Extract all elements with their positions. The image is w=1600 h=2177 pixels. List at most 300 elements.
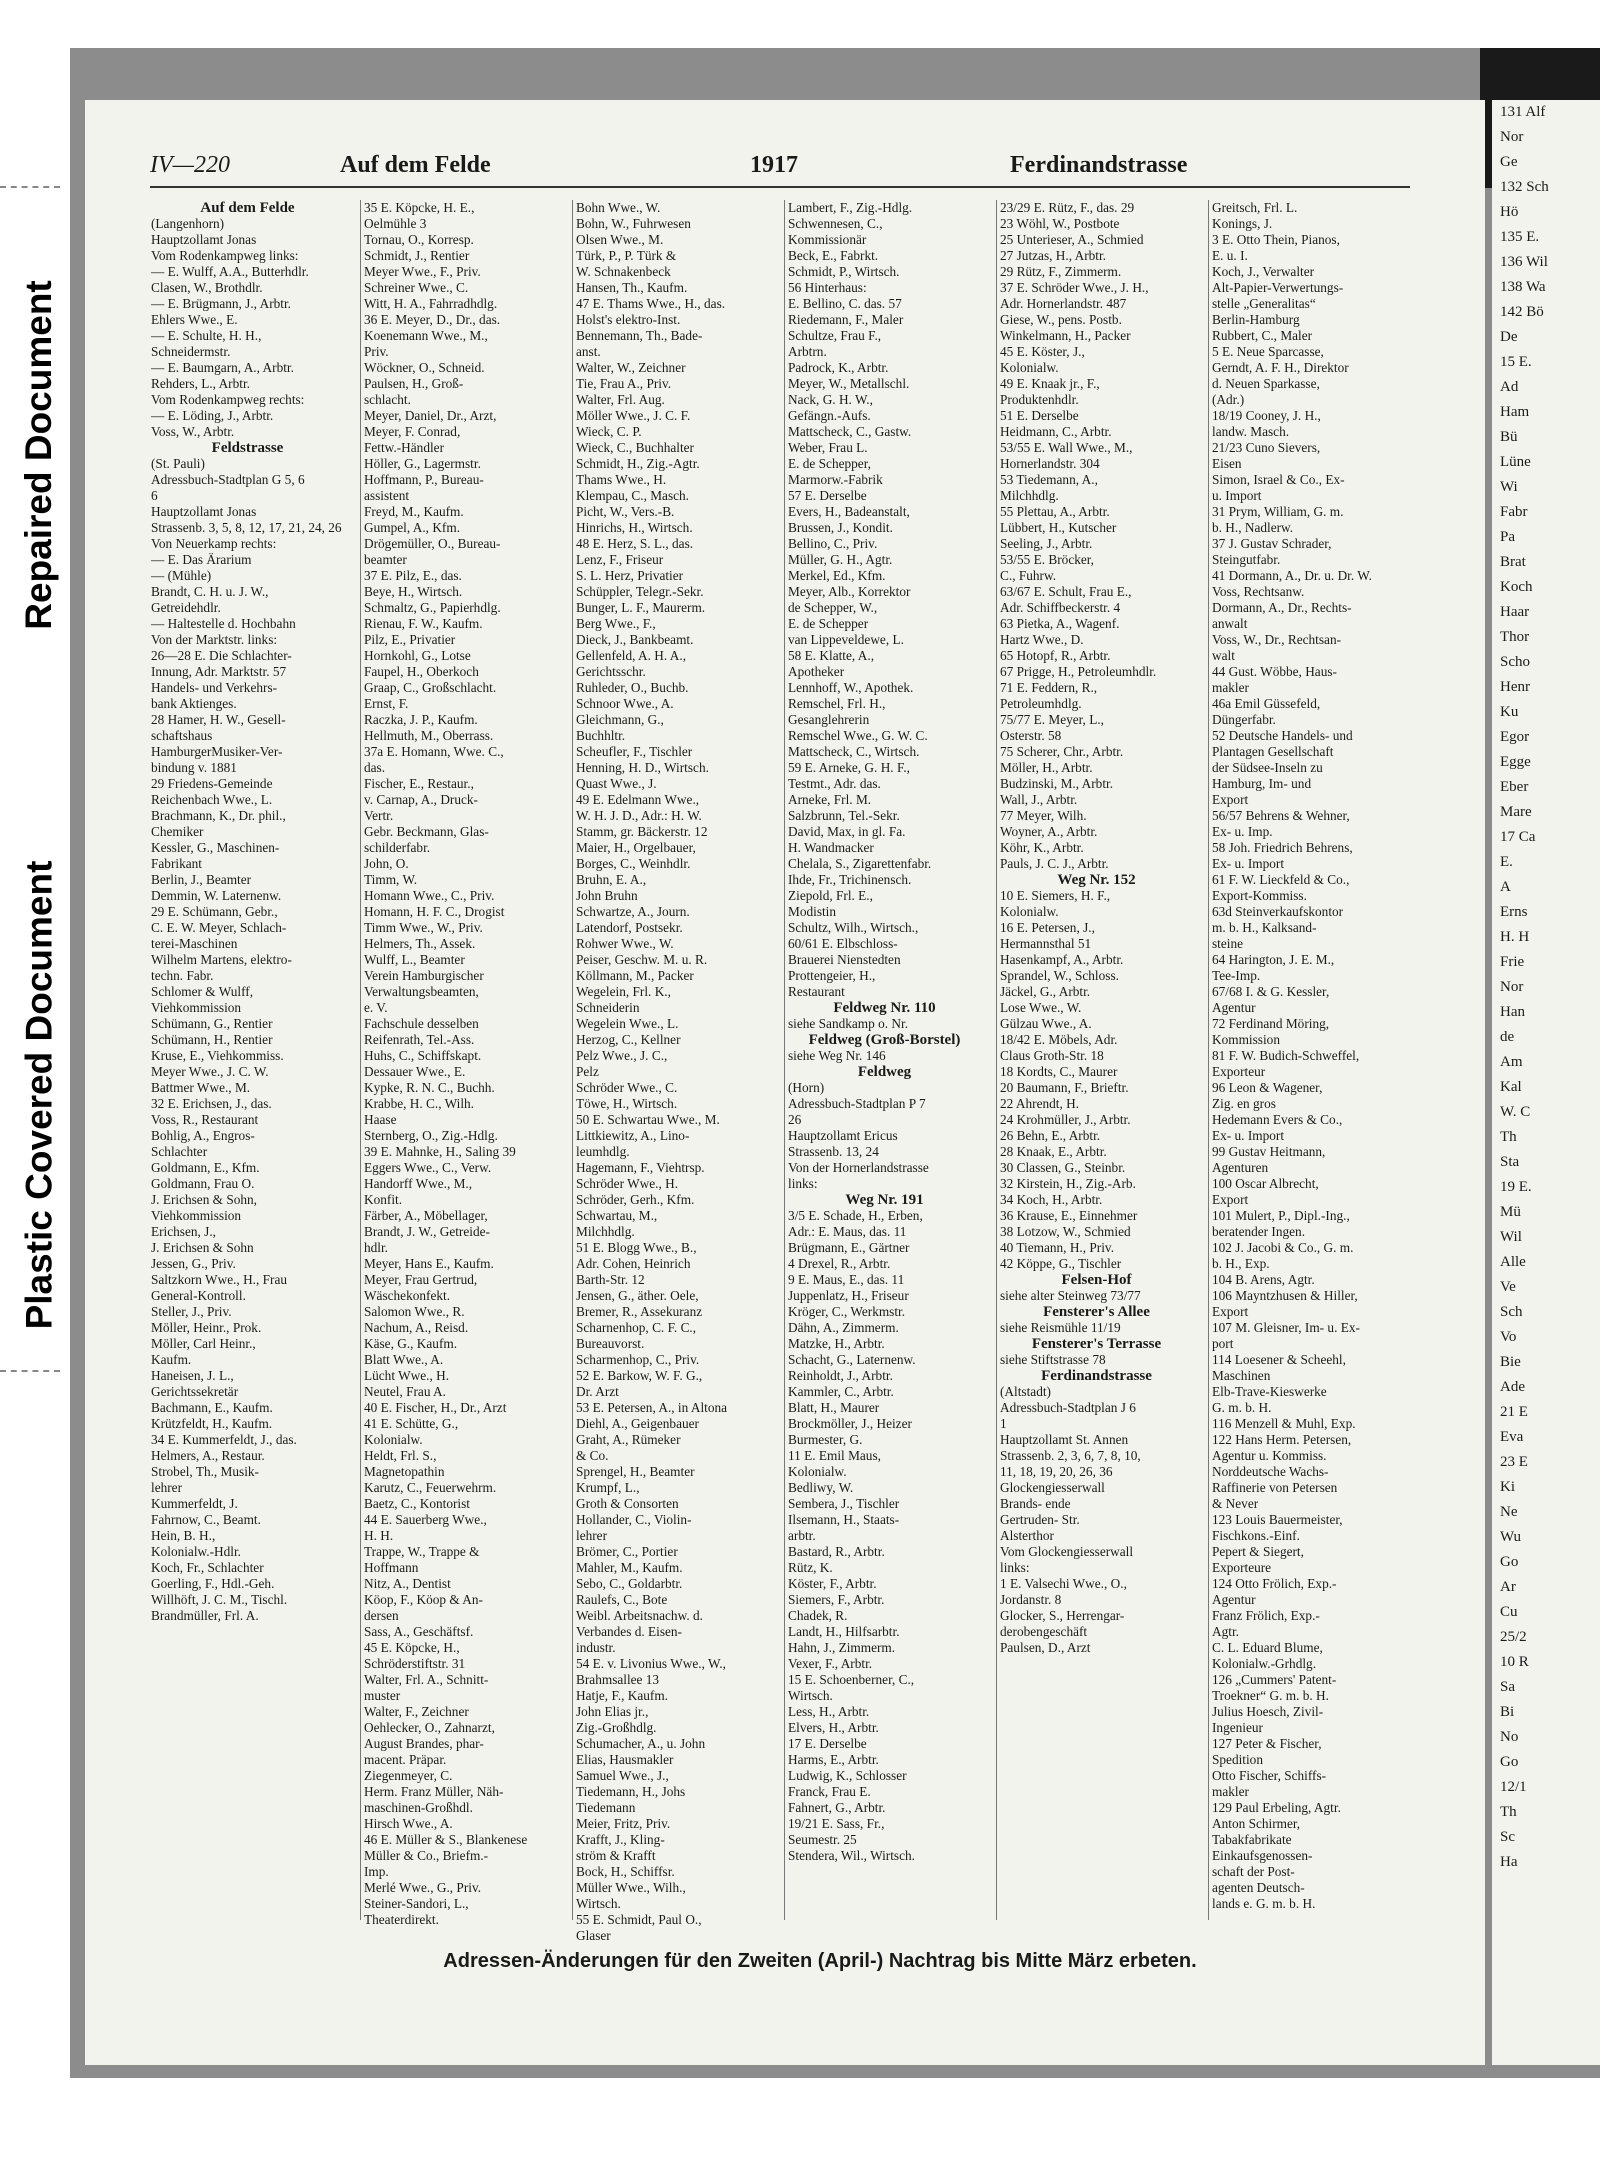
entry-line: 45 E. Köster, J.,	[1000, 344, 1085, 359]
entry-line: 3/5 E. Schade, H., Erben,	[788, 1208, 923, 1223]
entry-line: siehe alter Steinweg 73/77	[1000, 1288, 1141, 1303]
fragment-line: Lüne	[1500, 454, 1531, 470]
entry-line: Petroleumhdlg.	[1000, 696, 1082, 711]
entry-line: (Horn)	[788, 1080, 825, 1095]
entry-line: Pelz	[576, 1064, 599, 1079]
entry-line: b. H., Exp.	[1212, 1256, 1270, 1271]
entry-line: walt	[1212, 648, 1235, 663]
entry-line: 41 E. Schütte, G.,	[364, 1416, 459, 1431]
entry-line: Fensterer's Allee	[1043, 1304, 1150, 1320]
entry-line: Hagemann, F., Viehtrsp.	[576, 1160, 705, 1175]
entry-line: Schnoor Wwe., A.	[576, 696, 674, 711]
entry-line: Thams Wwe., H.	[576, 472, 667, 487]
entry-line: der Südsee-Inseln zu	[1212, 760, 1323, 775]
entry-line: Nitz, A., Dentist	[364, 1576, 451, 1591]
entry-line: Latendorf, Postsekr.	[576, 920, 683, 935]
entry-line: — E. Schulte, H. H.,	[151, 328, 262, 343]
entry-line: Wöckner, O., Schneid.	[364, 360, 485, 375]
entry-line: Ernst, F.	[364, 696, 409, 711]
entry-line: Samuel Wwe., J.,	[576, 1768, 669, 1783]
cut-line-top	[0, 186, 60, 188]
entry-line: Brockmöller, J., Heizer	[788, 1416, 912, 1431]
fragment-line: Ki	[1500, 1479, 1515, 1495]
entry-line: Groth & Consorten	[576, 1496, 679, 1511]
entry-line: Battmer Wwe., M.	[151, 1080, 251, 1095]
entry-line: Matzke, H., Arbtr.	[788, 1336, 885, 1351]
entry-line: Schröder Wwe., C.	[576, 1080, 678, 1095]
entry-line: Adr.: E. Maus, das. 11	[788, 1224, 907, 1239]
entry-line: Less, H., Arbtr.	[788, 1704, 870, 1719]
entry-line: Exporteure	[1212, 1560, 1272, 1575]
entry-line: Schwartze, A., Journ.	[576, 904, 690, 919]
entry-line: Franck, Frau E.	[788, 1784, 871, 1799]
entry-line: Adr. Cohen, Heinrich	[576, 1256, 691, 1271]
entry-line: Walter, F., Zeichner	[364, 1704, 469, 1719]
cut-line-bottom	[0, 1370, 60, 1372]
entry-line: 71 E. Feddern, R.,	[1000, 680, 1098, 695]
entry-line: Arneke, Frl. M.	[788, 792, 872, 807]
fragment-line: 135 E.	[1500, 229, 1540, 245]
entry-line: 60/61 E. Elbschloss-	[788, 936, 898, 951]
entry-line: 53/55 E. Wall Wwe., M.,	[1000, 440, 1133, 455]
entry-line: Mattscheck, C., Gastw.	[788, 424, 912, 439]
entry-line: Stamm, gr. Bäckerstr. 12	[576, 824, 708, 839]
entry-line: Raczka, J. P., Kaufm.	[364, 712, 478, 727]
fragment-line: Ve	[1500, 1279, 1516, 1295]
entry-line: Hedemann Evers & Co.,	[1212, 1112, 1343, 1127]
entry-line: Fischkons.-Einf.	[1212, 1528, 1300, 1543]
fragment-line: Am	[1500, 1054, 1523, 1070]
entry-line: 114 Loesener & Scheehl,	[1212, 1352, 1346, 1367]
entry-line: Meyer Wwe., J. C. W.	[151, 1064, 269, 1079]
entry-line: Wilhelm Martens, elektro-	[151, 952, 292, 967]
entry-line: 75 Scherer, Chr., Arbtr.	[1000, 744, 1124, 759]
entry-line: Vom Glockengiesserwall	[1000, 1544, 1134, 1559]
entry-line: Produktenhdlr.	[1000, 392, 1079, 407]
entry-line: 38 Lotzow, W., Schmied	[1000, 1224, 1131, 1239]
entry-line: Schümann, G., Rentier	[151, 1016, 273, 1031]
entry-line: leumhdlg.	[576, 1144, 630, 1159]
entry-line: Ziepold, Frl. E.,	[788, 888, 873, 903]
entry-line: Schultz, Wilh., Wirtsch.,	[788, 920, 919, 935]
entry-line: 42 Köppe, G., Tischler	[1000, 1256, 1122, 1271]
entry-line: Henning, H. D., Wirtsch.	[576, 760, 709, 775]
footer-notice: Adressen-Änderungen für den Zweiten (April-) Nachtrag bis Mitte März erbeten.	[443, 1950, 1197, 1972]
fragment-line: Vo	[1500, 1329, 1517, 1345]
entry-line: Blatt, H., Maurer	[788, 1400, 880, 1415]
entry-line: Sprengel, H., Beamter	[576, 1464, 695, 1479]
entry-line: schilderfabr.	[364, 840, 431, 855]
entry-line: Trappe, W., Trappe &	[364, 1544, 480, 1559]
entry-line: 19/21 E. Sass, Fr.,	[788, 1816, 885, 1831]
entry-line: Meyer, W., Metallschl.	[788, 376, 910, 391]
entry-line: Schröderstiftstr. 31	[364, 1656, 466, 1671]
entry-line: Weibl. Arbeitsnachw. d.	[576, 1608, 703, 1623]
entry-line: — E. Baumgarn, A., Arbtr.	[151, 360, 294, 375]
header-year: 1917	[750, 152, 798, 178]
entry-line: Bastard, R., Arbtr.	[788, 1544, 885, 1559]
entry-line: steine	[1212, 936, 1244, 951]
entry-line: Krumpf, L.,	[576, 1480, 640, 1495]
entry-line: Hartz Wwe., D.	[1000, 632, 1084, 647]
entry-line: 27 Jutzas, H., Arbtr.	[1000, 248, 1106, 263]
entry-line: Rütz, K.	[788, 1560, 833, 1575]
entry-line: 1	[1000, 1416, 1007, 1431]
entry-line: Voss, R., Restaurant	[151, 1112, 259, 1127]
fragment-line: 132 Sch	[1500, 179, 1549, 195]
entry-line: Voss, W., Arbtr.	[151, 424, 235, 439]
entry-line: H. Wandmacker	[788, 840, 874, 855]
entry-line: Ex- u. Import	[1212, 1128, 1285, 1143]
column-3	[572, 200, 769, 1943]
facing-page-fragment	[1492, 100, 1600, 2065]
entry-line: 56 Hinterhaus:	[788, 280, 867, 295]
entry-line: Koch, J., Verwalter	[1212, 264, 1315, 279]
entry-line: Pelz Wwe., J. C.,	[576, 1048, 668, 1063]
entry-line: 116 Menzell & Muhl, Exp.	[1212, 1416, 1356, 1431]
entry-line: Elvers, H., Arbtr.	[788, 1720, 879, 1735]
entry-line: Bohlig, A., Engros-	[151, 1128, 255, 1143]
entry-line: HamburgerMusiker-Ver-	[151, 744, 283, 759]
entry-line: Strassenb. 3, 5, 8, 12, 17, 21, 24, 26	[151, 520, 342, 535]
entry-line: Vexer, F., Arbtr.	[788, 1656, 873, 1671]
column-6	[1208, 200, 1413, 1920]
entry-line: 35 E. Köpcke, H. E.,	[364, 200, 475, 215]
entry-line: Hauptzollamt St. Annen	[1000, 1432, 1129, 1447]
entry-line: Bohn, W., Fuhrwesen	[576, 216, 691, 231]
entry-line: Berlin, J., Beamter	[151, 872, 252, 887]
entry-line: Brandt, J. W., Getreide-	[364, 1224, 490, 1239]
entry-line: Maier, H., Orgelbauer,	[576, 840, 696, 855]
entry-line: Ilsemann, H., Staats-	[788, 1512, 900, 1527]
entry-line: Strassenb. 2, 3, 6, 7, 8, 10,	[1000, 1448, 1141, 1463]
entry-line: 56/57 Behrens & Wehner,	[1212, 808, 1350, 823]
entry-line: Adr. Schiffbeckerstr. 4	[1000, 600, 1121, 615]
entry-line: Restaurant	[788, 984, 845, 999]
entry-line: Lose Wwe., W.	[1000, 1000, 1082, 1015]
entry-line: Kolonialw.	[788, 1464, 847, 1479]
entry-line: Dr. Arzt	[576, 1384, 619, 1399]
entry-line: Sprandel, W., Schloss.	[1000, 968, 1119, 983]
entry-line: Fischer, E., Restaur.,	[364, 776, 474, 791]
fragment-line: Egge	[1500, 754, 1531, 770]
fragment-line: Mü	[1500, 1204, 1521, 1220]
entry-line: 40 E. Fischer, H., Dr., Arzt	[364, 1400, 507, 1415]
column-2	[360, 200, 557, 1927]
entry-line: Vertr.	[364, 808, 394, 823]
entry-line: Borges, C., Weinhdlr.	[576, 856, 691, 871]
entry-line: Kolonialw.-Grhdlg.	[1212, 1656, 1317, 1671]
entry-line: 77 Meyer, Wilh.	[1000, 808, 1087, 823]
entry-line: Priv.	[364, 344, 389, 359]
entry-line: Jessen, G., Priv.	[151, 1256, 236, 1271]
fragment-line: Brat	[1500, 554, 1526, 570]
entry-line: Glockengiesserwall	[1000, 1480, 1105, 1495]
entry-line: Faupel, H., Oberkoch	[364, 664, 479, 679]
entry-line: schaft der Post-	[1212, 1864, 1295, 1879]
entry-line: Meyer, Hans E., Kaufm.	[364, 1256, 494, 1271]
entry-line: 31 Prym, William, G. m.	[1212, 504, 1344, 519]
entry-line: Färber, A., Möbellager,	[364, 1208, 488, 1223]
entry-line: Troekner“ G. m. b. H.	[1212, 1688, 1329, 1703]
fragment-line: Bi	[1500, 1704, 1515, 1720]
entry-line: Salzbrunn, Tel.-Sekr.	[788, 808, 900, 823]
entry-line: Kessler, G., Maschinen-	[151, 840, 280, 855]
entry-line: Homann Wwe., C., Priv.	[364, 888, 495, 903]
entry-line: — (Mühle)	[151, 568, 212, 583]
entry-line: Weber, Frau L.	[788, 440, 868, 455]
entry-line: Hoffmann	[364, 1560, 419, 1575]
entry-line: Jordanstr. 8	[1000, 1592, 1062, 1607]
entry-line: Müller & Co., Briefm.-	[364, 1848, 489, 1863]
entry-line: muster	[364, 1688, 401, 1703]
fragment-line: Eber	[1500, 779, 1529, 795]
entry-line: Schmidt, P., Wirtsch.	[788, 264, 900, 279]
entry-line: 48 E. Herz, S. L., das.	[576, 536, 694, 551]
entry-line: Huhs, C., Schiffskapt.	[364, 1048, 482, 1063]
entry-line: Paulsen, H., Groß-	[364, 376, 464, 391]
entry-line: 58 E. Klatte, A.,	[788, 648, 875, 663]
entry-line: 63d Steinverkaufskontor	[1212, 904, 1344, 919]
entry-line: Wirtsch.	[576, 1896, 621, 1911]
entry-line: port	[1212, 1336, 1234, 1351]
entry-line: terei-Maschinen	[151, 936, 238, 951]
entry-line: Bohn Wwe., W.	[576, 200, 661, 215]
entry-line: Von der Hornerlandstrasse	[788, 1160, 929, 1175]
entry-line: schaftshaus	[151, 728, 213, 743]
fragment-line: E.	[1500, 854, 1513, 870]
fragment-line: Sc	[1500, 1829, 1515, 1845]
entry-line: van Lippeveldewe, L.	[788, 632, 904, 647]
entry-line: Konfit.	[364, 1192, 403, 1207]
entry-line: Felsen-Hof	[1061, 1272, 1132, 1288]
fragment-line: 23 E	[1500, 1454, 1528, 1470]
fragment-line: Wi	[1500, 479, 1518, 495]
entry-line: Beck, E., Fabrkt.	[788, 248, 879, 263]
entry-line: Scharmenhop, C., Priv.	[576, 1352, 700, 1367]
entry-line: Haneisen, J. L.,	[151, 1368, 234, 1383]
fragment-line: Go	[1500, 1754, 1519, 1770]
entry-line: Heldt, Frl. S.,	[364, 1448, 437, 1463]
fragment-line: Go	[1500, 1554, 1519, 1570]
entry-line: Bennemann, Th., Bade-	[576, 328, 703, 343]
entry-line: Wieck, C., Buchhalter	[576, 440, 694, 455]
entry-line: Feldweg	[857, 1064, 912, 1080]
entry-line: Lennhoff, W., Apothek.	[788, 680, 914, 695]
entry-line: Rienau, F. W., Kaufm.	[364, 616, 483, 631]
entry-line: 34 Koch, H., Arbtr.	[1000, 1192, 1103, 1207]
entry-line: Klempau, C., Masch.	[576, 488, 690, 503]
entry-line: Magnetopathin	[364, 1464, 445, 1479]
entry-line: Köhr, K., Arbtr.	[1000, 840, 1084, 855]
entry-line: Krafft, J., Kling-	[576, 1832, 665, 1847]
entry-line: Jäckel, G., Arbtr.	[1000, 984, 1091, 999]
entry-line: Mattscheck, C., Wirtsch.	[788, 744, 920, 759]
entry-line: John Elias jr.,	[576, 1704, 649, 1719]
fragment-line: Egor	[1500, 729, 1530, 745]
entry-line: — E. Brügmann, J., Arbtr.	[151, 296, 291, 311]
entry-line: maschinen-Großhdl.	[364, 1800, 473, 1815]
entry-line: 50 E. Schwartau Wwe., M.	[576, 1112, 720, 1127]
entry-line: 126 „Cummers' Patent-	[1212, 1672, 1337, 1687]
entry-line: 29 Rütz, F., Zimmerm.	[1000, 264, 1122, 279]
entry-line: Willhöft, J. C. M., Tischl.	[151, 1592, 288, 1607]
entry-line: Wäschekonfekt.	[364, 1288, 451, 1303]
entry-line: Reichenbach Wwe., L.	[151, 792, 273, 807]
entry-line: Remschel Wwe., G. W. C.	[788, 728, 928, 743]
entry-line: Voss, Rechtsanw.	[1212, 584, 1305, 599]
entry-line: Export	[1212, 792, 1249, 807]
entry-line: Schwartau, M.,	[576, 1208, 658, 1223]
entry-line: ström & Krafft	[576, 1848, 656, 1863]
entry-line: Brahmsallee 13	[576, 1672, 660, 1687]
entry-line: Brömer, C., Portier	[576, 1544, 678, 1559]
fragment-line: Th	[1500, 1129, 1517, 1145]
entry-line: 28 Knaak, E., Arbtr.	[1000, 1144, 1107, 1159]
entry-line: Viehkommission	[151, 1208, 242, 1223]
entry-line: Hein, B. H.,	[151, 1528, 216, 1543]
entry-line: Eisen	[1212, 456, 1242, 471]
entry-line: 64 Harington, J. E. M.,	[1212, 952, 1335, 967]
fragment-line: De	[1500, 329, 1518, 345]
entry-line: 9 E. Maus, E., das. 11	[788, 1272, 905, 1287]
fragment-line: Fabr	[1500, 504, 1528, 520]
entry-line: 129 Paul Erbeling, Agtr.	[1212, 1800, 1341, 1815]
entry-line: Bruhn, E. A.,	[576, 872, 647, 887]
column-1	[148, 200, 344, 1920]
entry-line: General-Kontroll.	[151, 1288, 246, 1303]
entry-line: 11, 18, 19, 20, 26, 36	[1000, 1464, 1113, 1479]
entry-line: 47 E. Thams Wwe., H., das.	[576, 296, 726, 311]
entry-line: Adressbuch-Stadtplan P 7	[788, 1096, 926, 1111]
entry-line: Kruse, E., Viehkommiss.	[151, 1048, 284, 1063]
entry-line: Rehders, L., Arbtr.	[151, 376, 250, 391]
entry-line: Glocker, S., Herrengar-	[1000, 1608, 1125, 1623]
entry-line: Müller Wwe., Wilh.,	[576, 1880, 686, 1895]
entry-line: — E. Löding, J., Arbtr.	[151, 408, 274, 423]
entry-line: Freyd, M., Kaufm.	[364, 504, 464, 519]
entry-line: Dähn, A., Zimmerm.	[788, 1320, 899, 1335]
entry-line: Hahn, J., Zimmerm.	[788, 1640, 896, 1655]
entry-line: Erichsen, J.,	[151, 1224, 216, 1239]
entry-line: Schneidermstr.	[151, 344, 231, 359]
entry-line: Kolonialw.	[364, 1432, 423, 1447]
entry-line: 63 Pietka, A., Wagenf.	[1000, 616, 1120, 631]
entry-line: Saltzkorn Wwe., H., Frau	[151, 1272, 288, 1287]
entry-line: Verwaltungsbeamten,	[364, 984, 479, 999]
entry-line: 4 Drexel, R., Arbtr.	[788, 1256, 891, 1271]
entry-line: 18/42 E. Möbels, Adr.	[1000, 1032, 1118, 1047]
fragment-line: 136 Wil	[1500, 254, 1548, 270]
entry-line: Kommissionär	[788, 232, 867, 247]
entry-line: John Bruhn	[576, 888, 638, 903]
entry-line: Getreidehdlr.	[151, 600, 221, 615]
entry-line: Kommission	[1212, 1032, 1280, 1047]
entry-line: Bachmann, E., Kaufm.	[151, 1400, 273, 1415]
entry-line: Seeling, J., Arbtr.	[1000, 536, 1093, 551]
entry-line: Steiner-Sandori, L.,	[364, 1896, 469, 1911]
entry-line: Bedliwy, W.	[788, 1480, 854, 1495]
entry-line: 44 Gust. Wöbbe, Haus-	[1212, 664, 1337, 679]
entry-line: S. L. Herz, Privatier	[576, 568, 684, 583]
entry-line: m. b. H., Kalksand-	[1212, 920, 1317, 935]
entry-line: Feldstrasse	[211, 440, 284, 456]
entry-line: Kolonialw.-Hdlr.	[151, 1544, 241, 1559]
entry-line: lehrer	[151, 1480, 183, 1495]
entry-line: Alsterthor	[1000, 1528, 1054, 1543]
entry-line: Schröder Wwe., H.	[576, 1176, 679, 1191]
fragment-line: 138 Wa	[1500, 279, 1546, 295]
entry-line: Juppenlatz, H., Friseur	[788, 1288, 909, 1303]
entry-line: Barth-Str. 12	[576, 1272, 645, 1287]
entry-line: Gerndt, A. F. H., Direktor	[1212, 360, 1349, 375]
entry-line: (Adr.)	[1212, 392, 1245, 407]
fragment-line: Ad	[1500, 379, 1519, 395]
entry-line: bank Aktienges.	[151, 696, 237, 711]
entry-line: Kummerfeldt, J.	[151, 1496, 238, 1511]
entry-line: 46 E. Müller & S., Blankenese	[364, 1832, 528, 1847]
entry-line: Gerichtsschr.	[576, 664, 646, 679]
entry-line: 61 F. W. Lieckfeld & Co.,	[1212, 872, 1350, 887]
entry-line: 57 E. Derselbe	[788, 488, 867, 503]
entry-line: Agenturen	[1212, 1160, 1269, 1175]
entry-line: Hoffmann, P., Bureau-	[364, 472, 484, 487]
entry-line: siehe Stiftstrasse 78	[1000, 1352, 1106, 1367]
entry-line: Bureauvorst.	[576, 1336, 645, 1351]
entry-line: Sebo, C., Goldarbtr.	[576, 1576, 683, 1591]
entry-line: Möller, H., Arbtr.	[1000, 760, 1093, 775]
entry-line: 20 Baumann, F., Brieftr.	[1000, 1080, 1129, 1095]
entry-line: Remschel, Frl. H.,	[788, 696, 886, 711]
entry-line: Helmers, Th., Assek.	[364, 936, 476, 951]
entry-line: 67 Prigge, H., Petroleumhdlr.	[1000, 664, 1157, 679]
fragment-line: Alle	[1500, 1254, 1526, 1270]
entry-line: Hornerlandstr. 304	[1000, 456, 1100, 471]
entry-line: — E. Das Ärarium	[151, 552, 252, 567]
entry-line: Ihde, Fr., Trichinensch.	[788, 872, 912, 887]
header-right-title: Ferdinandstrasse	[1010, 152, 1188, 178]
entry-line: 32 Kirstein, H., Zig.-Arb.	[1000, 1176, 1136, 1191]
entry-line: 29 E. Schümann, Gebr.,	[151, 904, 278, 919]
entry-line: Schneiderin	[576, 1000, 640, 1015]
entry-line: Milchhdlg.	[1000, 488, 1059, 503]
entry-line: Sternberg, O., Zig.-Hdlg.	[364, 1128, 498, 1143]
entry-line: Möller, Heinr., Prok.	[151, 1320, 262, 1335]
entry-line: techn. Fabr.	[151, 968, 214, 983]
entry-line: 96 Leon & Wagener,	[1212, 1080, 1323, 1095]
column-4	[784, 200, 981, 1920]
entry-line: G. m. b. H.	[1212, 1400, 1272, 1415]
entry-line: Schmaltz, G., Papierhdlg.	[364, 600, 501, 615]
entry-line: Oelmühle 3	[364, 216, 427, 231]
entry-line: Mahler, M., Kaufm.	[576, 1560, 683, 1575]
entry-line: lehrer	[576, 1528, 608, 1543]
entry-line: 72 Ferdinand Möring,	[1212, 1016, 1330, 1031]
entry-line: Scheufler, F., Tischler	[576, 744, 693, 759]
entry-line: Reinholdt, J., Arbtr.	[788, 1368, 893, 1383]
entry-line: Imp.	[364, 1864, 389, 1879]
entry-line: Chemiker	[151, 824, 204, 839]
entry-line: u. Import	[1212, 488, 1262, 503]
entry-line: C., Fuhrw.	[1000, 568, 1057, 583]
entry-line: Apotheker	[788, 664, 845, 679]
entry-line: H. H.	[364, 1528, 394, 1543]
entry-line: Greitsch, Frl. L.	[1212, 200, 1298, 215]
entry-line: 10 E. Siemers, H. F.,	[1000, 888, 1111, 903]
entry-line: Verbandes d. Eisen-	[576, 1624, 682, 1639]
entry-line: Eggers Wwe., C., Verw.	[364, 1160, 492, 1175]
fragment-line: Bü	[1500, 429, 1518, 445]
